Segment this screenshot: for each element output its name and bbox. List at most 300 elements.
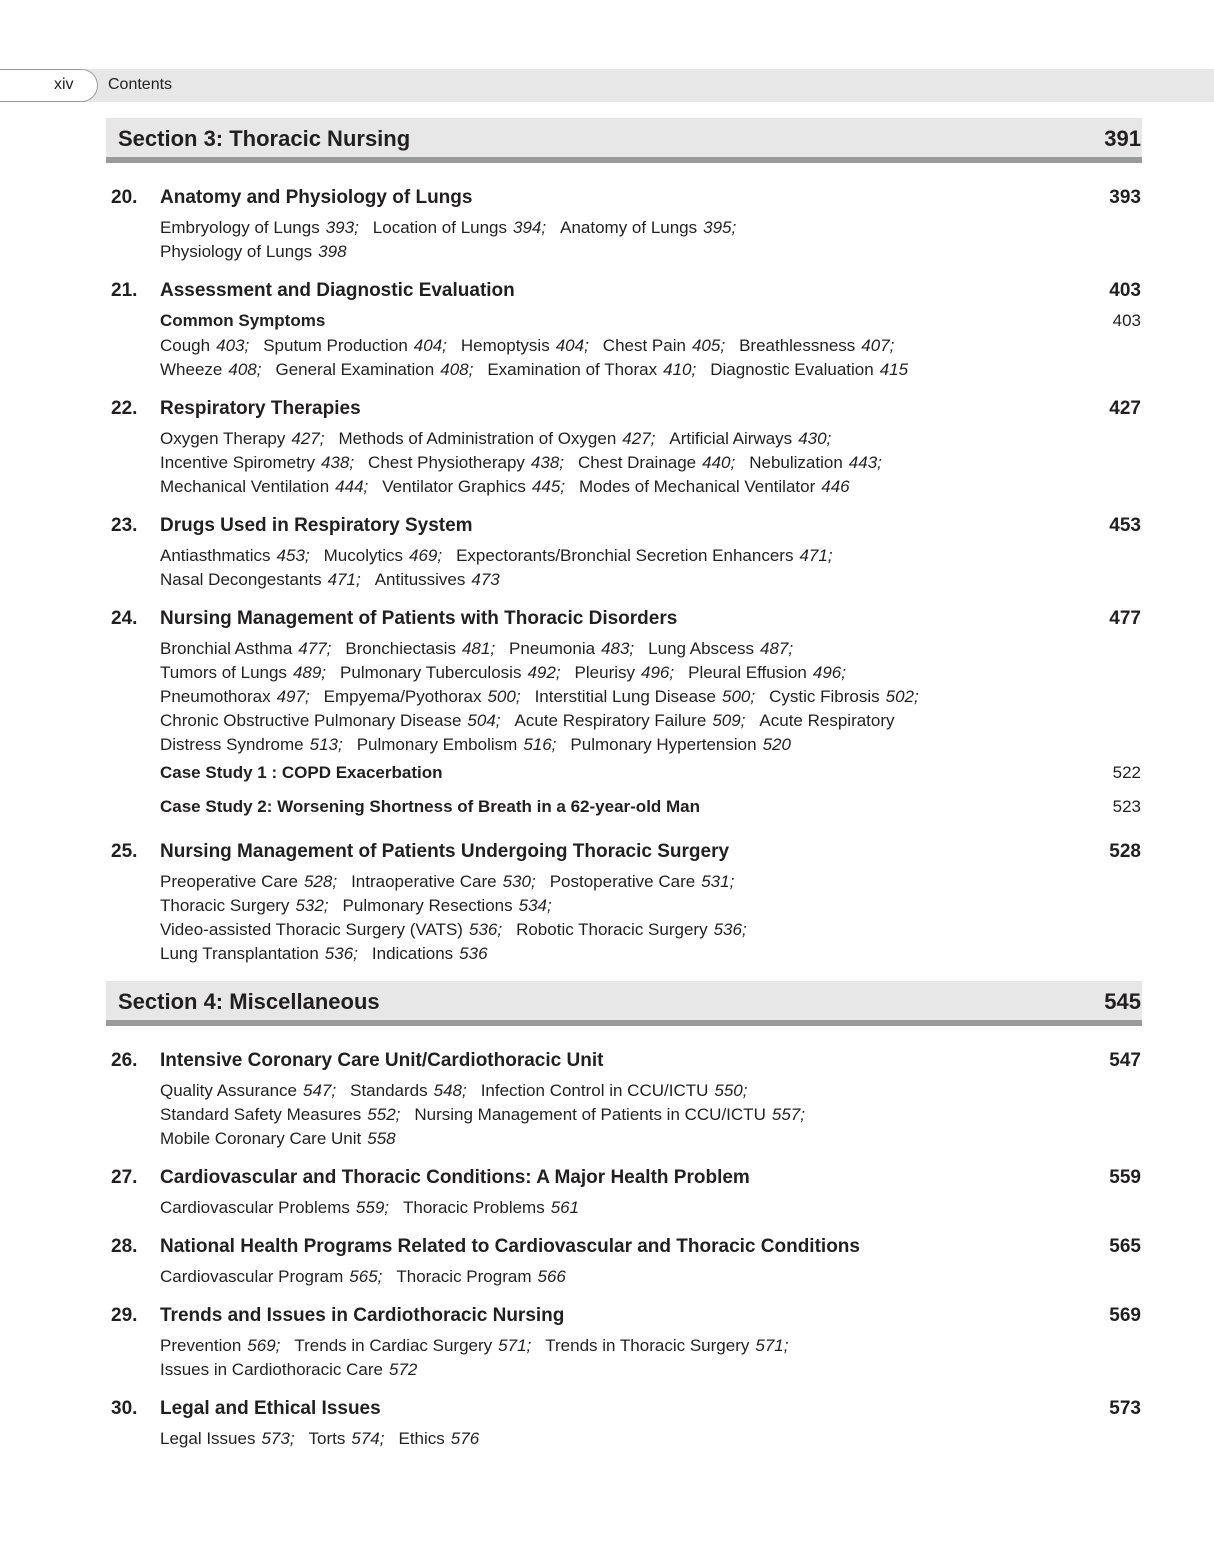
topic-page-number: 550; xyxy=(714,1081,748,1100)
topic-item xyxy=(398,1429,479,1448)
topic-label: Mobile Coronary Care Unit xyxy=(160,1129,362,1148)
section-header xyxy=(106,981,1142,1026)
topic-line xyxy=(160,918,1142,942)
topic-page-number: 569; xyxy=(247,1336,281,1355)
topic-label: Trends in Thoracic Surgery xyxy=(545,1336,750,1355)
topic-label: Physiology of Lungs xyxy=(160,242,313,261)
topic-page-number: 473 xyxy=(471,570,500,589)
chapter-heading[interactable] xyxy=(106,1166,1142,1196)
topic-item xyxy=(382,477,565,496)
topic-label: Acute Respiratory Failure xyxy=(514,711,707,730)
topic-page-number: 547; xyxy=(303,1081,337,1100)
topic-label: Pneumonia xyxy=(509,639,596,658)
case-study-entry xyxy=(106,791,1142,825)
topic-page-number: 489; xyxy=(292,663,327,682)
topic-page-number: 558 xyxy=(367,1129,396,1148)
topic-list xyxy=(106,427,1142,499)
topic-item xyxy=(160,872,337,891)
topic-page-number: 497; xyxy=(276,687,310,706)
chapter-title: Respiratory Therapies xyxy=(160,398,361,419)
topic-item xyxy=(338,429,655,448)
topic-label: Cardiovascular Program xyxy=(160,1267,344,1286)
topic-item xyxy=(515,711,746,730)
topic-item xyxy=(294,1336,531,1355)
topic-page-number: 536 xyxy=(459,944,488,963)
topic-item xyxy=(579,477,850,496)
chapter-number: 25. xyxy=(111,841,138,862)
topic-label: Mucolytics xyxy=(323,546,403,565)
topic-label: Antiasthmatics xyxy=(160,546,271,565)
topic-page-number: 496; xyxy=(812,663,846,682)
topic-item xyxy=(373,218,546,237)
topic-item xyxy=(160,1129,396,1148)
topic-label: Pulmonary Tuberculosis xyxy=(340,663,522,682)
topic-item xyxy=(710,360,908,379)
topic-item xyxy=(487,360,696,379)
section-title: Section 4: Miscellaneous xyxy=(118,989,380,1014)
topic-line xyxy=(160,709,1142,733)
topic-label: Intraoperative Care xyxy=(351,872,497,891)
topic-list xyxy=(106,1427,1142,1451)
topic-label: Bronchiectasis xyxy=(345,639,456,658)
chapter-page-number: 477 xyxy=(1109,608,1141,629)
topic-line xyxy=(160,1103,1142,1127)
topic-item xyxy=(481,1081,748,1100)
case-study-entry xyxy=(106,757,1142,791)
topic-page-number: 500; xyxy=(722,687,756,706)
topic-page-number: 571; xyxy=(498,1336,532,1355)
topic-item xyxy=(603,336,725,355)
topic-page-number: 471; xyxy=(799,546,833,565)
topic-item xyxy=(456,546,832,565)
topic-line xyxy=(160,661,1142,685)
chapter-heading[interactable] xyxy=(106,607,1142,637)
chapter-entry xyxy=(106,1397,1142,1451)
topic-page-number: 405; xyxy=(691,336,726,355)
topic-label: Thoracic Surgery xyxy=(160,896,290,915)
chapter-entry xyxy=(106,1049,1142,1151)
topic-item xyxy=(160,1360,417,1379)
topic-item xyxy=(357,735,557,754)
topic-label: Sputum Production xyxy=(263,336,408,355)
topic-item xyxy=(350,1081,467,1100)
topic-label: Wheeze xyxy=(160,360,223,379)
section-block xyxy=(106,981,1142,1451)
topic-label: Legal Issues xyxy=(160,1429,256,1448)
topic-list xyxy=(106,1265,1142,1289)
topic-label: Pulmonary Hypertension xyxy=(570,735,757,754)
topic-line xyxy=(160,685,1142,709)
topic-line xyxy=(160,544,1142,568)
topic-label: Chest Pain xyxy=(602,336,686,355)
topic-page-number: 404; xyxy=(413,336,447,355)
topic-page-number: 548; xyxy=(433,1081,467,1100)
topic-label: Bronchial Asthma xyxy=(160,639,293,658)
topic-item xyxy=(560,218,736,237)
topic-item xyxy=(324,687,521,706)
chapter-heading[interactable] xyxy=(106,1304,1142,1334)
topic-page-number: 559; xyxy=(355,1198,389,1217)
topic-page-number: 573; xyxy=(261,1429,295,1448)
topic-item xyxy=(160,687,310,706)
chapter-heading[interactable] xyxy=(106,840,1142,870)
topic-item xyxy=(578,453,735,472)
chapter-title: Nursing Management of Patients Undergoing Thoracic Surgery xyxy=(160,841,730,862)
chapter-heading[interactable] xyxy=(106,1235,1142,1265)
chapter-title: Trends and Issues in Cardiothoracic Nursing xyxy=(160,1305,565,1326)
topic-label: Diagnostic Evaluation xyxy=(710,360,874,379)
topic-list xyxy=(106,1334,1142,1382)
topic-item xyxy=(160,453,354,472)
topic-item xyxy=(160,663,326,682)
topic-page-number: 557; xyxy=(771,1105,805,1124)
topic-item xyxy=(403,1198,579,1217)
topic-page-number: 407; xyxy=(861,336,895,355)
topic-page-number: 430; xyxy=(798,429,832,448)
chapter-page-number: 393 xyxy=(1109,187,1141,208)
topic-page-number: 483; xyxy=(601,639,635,658)
case-study-title: Case Study 2: Worsening Shortness of Breath in a 62-year-old Man xyxy=(160,797,701,816)
chapter-entry xyxy=(106,279,1142,382)
chapter-title: Nursing Management of Patients with Thoracic Disorders xyxy=(160,608,678,629)
topic-item xyxy=(688,663,846,682)
topic-item xyxy=(324,546,442,565)
topic-line xyxy=(160,427,1142,451)
topic-list xyxy=(106,1196,1142,1220)
running-head xyxy=(0,69,1214,102)
topic-page-number: 427; xyxy=(622,429,656,448)
section-title: Section 3: Thoracic Nursing xyxy=(118,126,411,151)
topic-line xyxy=(160,1127,1142,1151)
chapter-title: Anatomy and Physiology of Lungs xyxy=(160,187,473,208)
section-header xyxy=(106,118,1142,163)
topic-item xyxy=(516,920,747,939)
topic-line xyxy=(160,475,1142,499)
topic-line xyxy=(160,451,1142,475)
topic-label: Quality Assurance xyxy=(160,1081,298,1100)
topic-item xyxy=(160,429,324,448)
topic-line xyxy=(160,568,1142,592)
topic-item xyxy=(759,711,894,730)
topic-label: Acute Respiratory xyxy=(759,711,895,730)
topic-item xyxy=(368,453,564,472)
topic-page-number: 408; xyxy=(440,360,474,379)
topic-label: Nursing Management of Patients in CCU/ICTU xyxy=(414,1105,766,1124)
topic-item xyxy=(160,1198,389,1217)
topic-label: Postoperative Care xyxy=(549,872,696,891)
page-folio: xiv xyxy=(54,76,74,93)
topic-item xyxy=(509,639,634,658)
chapter-number: 23. xyxy=(111,515,138,536)
topic-item xyxy=(160,546,310,565)
topic-page-number: 394; xyxy=(513,218,547,237)
topic-item xyxy=(375,570,500,589)
topic-page-number: 440; xyxy=(702,453,736,472)
chapter-list xyxy=(106,1026,1142,1451)
topic-line xyxy=(160,1427,1142,1451)
chapter-page-number: 573 xyxy=(1109,1398,1141,1419)
topic-page-number: 571; xyxy=(755,1336,789,1355)
topic-label: Ethics xyxy=(398,1429,445,1448)
topic-label: Cystic Fibrosis xyxy=(769,687,880,706)
topic-page-number: 427; xyxy=(291,429,325,448)
topic-label: Incentive Spirometry xyxy=(160,453,315,472)
subheading xyxy=(106,309,1142,334)
topic-item xyxy=(160,1429,295,1448)
topic-line xyxy=(160,1358,1142,1382)
topic-item xyxy=(309,1429,385,1448)
topic-page-number: 408; xyxy=(228,360,262,379)
topic-item xyxy=(160,920,502,939)
topic-item xyxy=(545,1336,788,1355)
topic-label: Indications xyxy=(371,944,454,963)
topic-item xyxy=(275,360,473,379)
topic-page-number: 552; xyxy=(367,1105,401,1124)
topic-page-number: 500; xyxy=(487,687,521,706)
chapter-entry xyxy=(106,186,1142,264)
chapter-list xyxy=(106,163,1142,966)
topic-page-number: 477; xyxy=(298,639,332,658)
topic-item xyxy=(160,1267,382,1286)
topic-label: Modes of Mechanical Ventilator xyxy=(579,477,816,496)
chapter-entry xyxy=(106,397,1142,499)
topic-label: Standards xyxy=(350,1081,428,1100)
topic-label: Embryology of Lungs xyxy=(160,218,320,237)
topic-line xyxy=(160,240,1142,264)
chapter-heading[interactable] xyxy=(106,279,1142,309)
chapter-heading[interactable] xyxy=(106,1049,1142,1079)
topic-line xyxy=(160,1079,1142,1103)
chapter-entry xyxy=(106,1235,1142,1289)
topic-page-number: 509; xyxy=(712,711,746,730)
topic-line xyxy=(160,733,1142,757)
topic-list xyxy=(106,334,1142,382)
topic-item xyxy=(160,570,361,589)
chapter-title: Intensive Coronary Care Unit/Cardiothoracic Unit xyxy=(160,1050,604,1071)
topic-page-number: 561 xyxy=(550,1198,580,1217)
topic-item xyxy=(345,639,495,658)
chapter-title: Legal and Ethical Issues xyxy=(160,1398,381,1419)
topic-item xyxy=(570,735,791,754)
topic-page-number: 446 xyxy=(821,477,850,496)
topic-line xyxy=(160,216,1142,240)
topic-page-number: 492; xyxy=(527,663,561,682)
topic-label: Location of Lungs xyxy=(372,218,508,237)
topic-page-number: 565; xyxy=(349,1267,383,1286)
chapter-page-number: 403 xyxy=(1109,280,1141,301)
topic-page-number: 530; xyxy=(502,872,536,891)
topic-page-number: 516; xyxy=(523,735,557,754)
topic-label: Pleurisy xyxy=(574,663,636,682)
topic-list xyxy=(106,216,1142,264)
topic-list xyxy=(106,870,1142,966)
topic-page-number: 404; xyxy=(555,336,589,355)
section-page-number: 545 xyxy=(1104,989,1141,1014)
section-page-number: 391 xyxy=(1104,126,1141,151)
chapter-heading[interactable] xyxy=(106,186,1142,216)
topic-item xyxy=(160,711,501,730)
topic-label: Nebulization xyxy=(749,453,843,472)
topic-label: Video-assisted Thoracic Surgery (VATS) xyxy=(160,920,463,939)
chapter-number: 30. xyxy=(111,1398,138,1419)
topic-label: Empyema/Pyothorax xyxy=(323,687,482,706)
topic-line xyxy=(160,942,1142,966)
topic-label: Preoperative Care xyxy=(160,872,298,891)
topic-page-number: 531; xyxy=(701,872,735,891)
topic-label: Trends in Cardiac Surgery xyxy=(294,1336,493,1355)
topic-line xyxy=(160,870,1142,894)
chapter-page-number: 559 xyxy=(1109,1167,1141,1188)
case-study-title: Case Study 1 : COPD Exacerbation xyxy=(160,763,443,782)
topic-item xyxy=(351,872,536,891)
chapter-number: 27. xyxy=(111,1167,138,1188)
topic-page-number: 536; xyxy=(324,944,358,963)
chapter-entry xyxy=(106,1304,1142,1382)
topic-page-number: 528; xyxy=(303,872,338,891)
topic-label: Antitussives xyxy=(374,570,466,589)
topic-item xyxy=(160,242,347,261)
topic-label: Lung Abscess xyxy=(648,639,755,658)
topic-item xyxy=(160,1081,336,1100)
chapter-number: 28. xyxy=(111,1236,138,1257)
topic-label: Chest Physiotherapy xyxy=(368,453,525,472)
topic-page-number: 438; xyxy=(530,453,565,472)
section-block xyxy=(106,118,1142,966)
topic-item xyxy=(535,687,756,706)
topic-page-number: 536; xyxy=(713,920,747,939)
topic-item xyxy=(340,663,561,682)
topic-page-number: 415 xyxy=(879,360,909,379)
topic-page-number: 574; xyxy=(351,1429,385,1448)
topic-page-number: 536; xyxy=(468,920,503,939)
topic-item xyxy=(372,944,488,963)
subheading-page-number: 403 xyxy=(1112,311,1141,330)
chapter-heading[interactable] xyxy=(106,1397,1142,1427)
topic-page-number: 443; xyxy=(848,453,882,472)
topic-page-number: 576 xyxy=(450,1429,480,1448)
topic-label: Expectorants/Bronchial Secretion Enhancers xyxy=(456,546,794,565)
chapter-entry xyxy=(106,607,1142,825)
topic-label: Oxygen Therapy xyxy=(160,429,286,448)
topic-item xyxy=(575,663,675,682)
case-study-page-number: 522 xyxy=(1112,763,1141,782)
topic-item xyxy=(160,944,358,963)
topic-label: Distress Syndrome xyxy=(160,735,304,754)
chapter-number: 29. xyxy=(111,1305,138,1326)
table-of-contents xyxy=(106,118,1142,1466)
chapter-title: Drugs Used in Respiratory System xyxy=(160,515,473,536)
topic-label: Chest Drainage xyxy=(578,453,697,472)
topic-item xyxy=(739,336,894,355)
topic-line xyxy=(160,894,1142,918)
topic-label: Torts xyxy=(308,1429,346,1448)
topic-line xyxy=(160,1334,1142,1358)
topic-page-number: 398 xyxy=(318,242,347,261)
topic-label: Thoracic Problems xyxy=(403,1198,545,1217)
topic-item xyxy=(160,639,331,658)
topic-label: Pneumothorax xyxy=(160,687,271,706)
topic-label: Issues in Cardiothoracic Care xyxy=(160,1360,383,1379)
topic-page-number: 504; xyxy=(467,711,501,730)
topic-label: Thoracic Program xyxy=(396,1267,532,1286)
topic-item xyxy=(160,896,329,915)
topic-item xyxy=(160,336,249,355)
chapter-page-number: 547 xyxy=(1109,1050,1141,1071)
topic-label: General Examination xyxy=(275,360,435,379)
chapter-entry xyxy=(106,514,1142,592)
chapter-heading[interactable] xyxy=(106,514,1142,544)
chapter-number: 20. xyxy=(111,187,138,208)
topic-line xyxy=(160,358,1142,382)
topic-line xyxy=(160,334,1142,358)
topic-page-number: 513; xyxy=(309,735,343,754)
topic-label: Nasal Decongestants xyxy=(160,570,322,589)
topic-label: Cardiovascular Problems xyxy=(160,1198,350,1217)
topic-label: Chronic Obstructive Pulmonary Disease xyxy=(160,711,462,730)
topic-page-number: 520 xyxy=(762,735,791,754)
chapter-page-number: 528 xyxy=(1109,841,1141,862)
chapter-title: National Health Programs Related to Cardiovascular and Thoracic Conditions xyxy=(160,1236,860,1257)
topic-item xyxy=(550,872,735,891)
topic-page-number: 395; xyxy=(703,218,737,237)
chapter-title: Assessment and Diagnostic Evaluation xyxy=(160,280,515,301)
topic-list xyxy=(106,1079,1142,1151)
topic-label: Mechanical Ventilation xyxy=(160,477,330,496)
topic-page-number: 445; xyxy=(531,477,565,496)
topic-label: Robotic Thoracic Surgery xyxy=(516,920,708,939)
topic-item xyxy=(160,360,261,379)
topic-label: Cough xyxy=(160,336,211,355)
topic-page-number: 471; xyxy=(327,570,361,589)
running-title: Contents xyxy=(108,76,173,93)
topic-label: Pleural Effusion xyxy=(688,663,807,682)
topic-item xyxy=(263,336,447,355)
topic-line xyxy=(160,637,1142,661)
topic-page-number: 487; xyxy=(760,639,794,658)
chapter-page-number: 569 xyxy=(1109,1305,1141,1326)
topic-item xyxy=(160,1105,400,1124)
chapter-page-number: 453 xyxy=(1109,515,1141,536)
topic-label: Standard Safety Measures xyxy=(160,1105,362,1124)
topic-label: Breathlessness xyxy=(739,336,856,355)
chapter-heading[interactable] xyxy=(106,397,1142,427)
chapter-page-number: 427 xyxy=(1109,398,1141,419)
topic-label: Pulmonary Embolism xyxy=(356,735,518,754)
topic-page-number: 438; xyxy=(320,453,355,472)
topic-item xyxy=(461,336,589,355)
topic-page-number: 532; xyxy=(295,896,329,915)
topic-page-number: 566 xyxy=(537,1267,566,1286)
topic-list xyxy=(106,637,1142,757)
topic-item xyxy=(343,896,552,915)
topic-label: Lung Transplantation xyxy=(160,944,319,963)
topic-label: Methods of Administration of Oxygen xyxy=(338,429,617,448)
topic-label: Prevention xyxy=(160,1336,242,1355)
topic-item xyxy=(160,477,368,496)
chapter-number: 24. xyxy=(111,608,138,629)
chapter-number: 21. xyxy=(111,280,138,301)
topic-page-number: 502; xyxy=(885,687,919,706)
topic-item xyxy=(769,687,919,706)
topic-label: Hemoptysis xyxy=(460,336,550,355)
topic-page-number: 496; xyxy=(641,663,675,682)
topic-item xyxy=(669,429,831,448)
topic-item xyxy=(160,1336,280,1355)
topic-page-number: 403; xyxy=(216,336,250,355)
chapter-entry xyxy=(106,1166,1142,1220)
topic-page-number: 481; xyxy=(461,639,496,658)
topic-label: Artificial Airways xyxy=(669,429,793,448)
